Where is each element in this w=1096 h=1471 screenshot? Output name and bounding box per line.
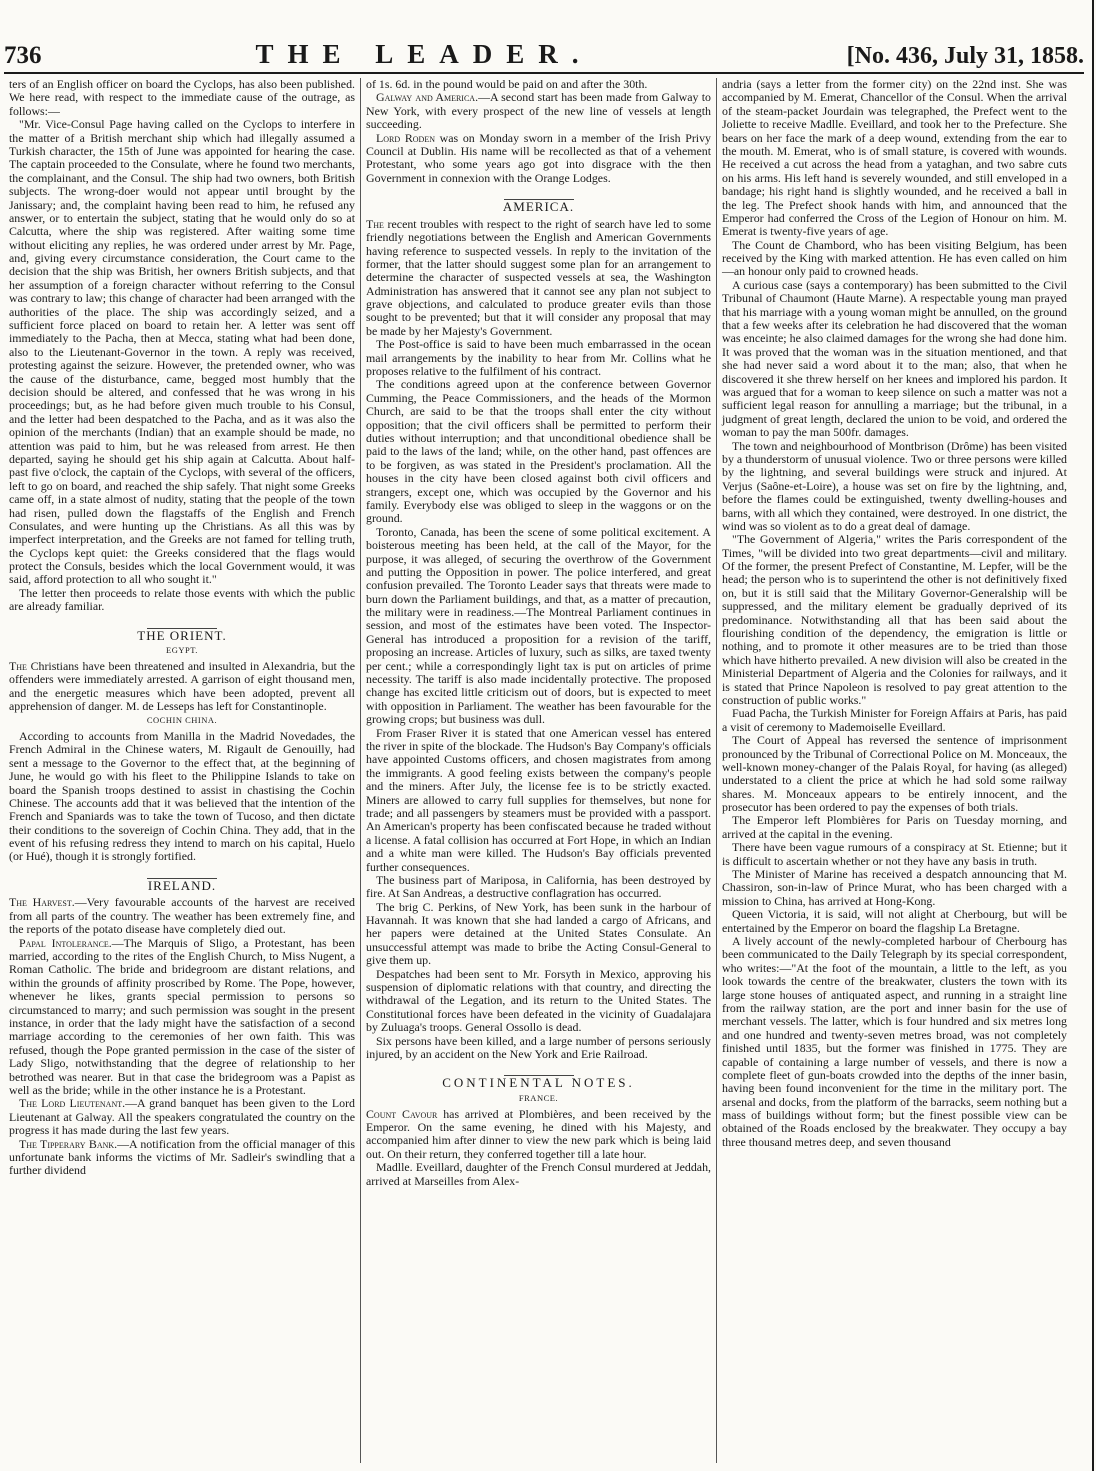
page-edge-rule — [1092, 0, 1094, 1471]
tipperary-body: —A notification from the official manager of this unfortunate bank informs the victims of Mr. Sadleir's swindling that a further dividend — [9, 1136, 355, 1178]
cavour-article — [366, 1108, 711, 1162]
galway-article — [366, 91, 711, 131]
cochin-subheading: COCHIN CHINA. — [146, 715, 218, 726]
harvest-article — [9, 896, 355, 936]
emperor-article: The Emperor left Plombières for Paris on Tuesday morning, and arrived at the capital in the evening. — [722, 813, 1067, 841]
america-article-7: The brig C. Perkins, of New York, has been sunk in the harbour of Havannah. It was known that she had landed a cargo of Africans, and her papers were detained at the United States Consulate. An unsuccessful attempt was made to bribe the Acting Consul-General to give them up. — [366, 899, 711, 968]
cavour-body: has arrived at Plombières, and been received by the Emperor. On the same evening, he dined with his Majesty, and accompanied him after dinner to view the new park which is being laid out. On their return, they conferred together till a late hour. — [366, 1106, 711, 1161]
america-article-2: The Post-office is said to have been much embarrassed in the ocean mail arrangements by the inability to hear from Mr. Collins what he proposes relative to the fulfilment of his contract. — [366, 337, 711, 379]
cavour-lead: Count Cavour — [366, 1106, 438, 1121]
cyclops-closing: The letter then proceeds to relate those events with which the public are already familiar. — [9, 585, 355, 614]
egypt-subheading: EGYPT. — [166, 645, 198, 656]
algeria-article: "The Government of Algeria," writes the Paris correspondent of the Times, "will be divided into two great departments—civil and military. Of the former, the present Prefect of Constantine, M. Lepfer, will be the head; the person who is to superintend the other is not definitively fixed on, but it is still said that the Military Governor-Generalship will be suppressed, and the military element be gradually deprived of its predominance. Notwithstanding all that has been said about the flourishing condition of the dependency, the emigration is little or nothing, and to promote it other measures are to be tried than those which have hitherto prevailed. A new division will also be created in the Ministerial Department of Algeria and the Colonies for railways, and it is stated that Prince Napoleon is resolved to pay great attention to the construction of public works." — [722, 532, 1067, 707]
america-article-4: Toronto, Canada, has been the scene of some political excitement. A boisterous meeting has been held, at the call of the Mayor, for the purpose, it was alleged, of securing the overthrow of the Government and putting the Opposition in power. The police interfered, and great confusion prevailed. The Toronto Leader says that threats were made to burn down the Parliament buildings, and that, as a matter of precaution, the military were in readiness.—The Montreal Parliament continues in session, and most of the estimates have been voted. The Inspector-General has introduced a proposition for a revision of the tariff, proposing an increase. Articles of luxury, such as silks, are taxed twenty per cent.; while a correspondingly light tax is put on articles of prime necessity. The tariff is also made incidentally protective. The proposed change has excited little criticism out of doors, but is expected to meet with opposition in Parliament. The weather has been favourable for the growing crops; but business was dull. — [366, 524, 711, 727]
lord-lieutenant-lead: The Lord Lieutenant. — [19, 1096, 126, 1111]
america-lead: The — [366, 216, 384, 231]
orient-heading — [9, 628, 355, 644]
page-number: 736 — [4, 42, 42, 69]
chambord-article: The Count de Chambord, who has been visiting Belgium, has been received by the King with marked attention. He has even called on him—an honour only paid to crowned heads. — [722, 237, 1067, 279]
montbrison-article: The town and neighbourhood of Montbrison (Drôme) has been visited by a thunderstorm of unusual violence. Two or three persons were killed by the lightning, and several buildings were struck and injured. At Verjus (Saône-et-Loire), a house was set on fire by the lightning, and, before the flames could be extinguished, twenty dwelling-houses and barns, with all which they contained, were destroyed. In one district, the wind was so violent as to do a great deal of damage. — [722, 438, 1067, 533]
tipperary-continued: of 1s. 6d. in the pound would be paid on and after the 30th. — [366, 78, 648, 91]
america-article-6: The business part of Mariposa, in California, has been destroyed by fire. At San Andreas, a destructive conflagration has occurred. — [366, 872, 711, 901]
queen-victoria-article: Queen Victoria, it is said, will not alight at Cherbourg, but will be entertained by the Emperor on board the flagship La Bretagne. — [722, 907, 1067, 935]
fuad-pacha-article: Fuad Pacha, the Turkish Minister for Foreign Affairs at Paris, has paid a visit of ceremony to Mademoiselle Eveillard. — [722, 706, 1067, 734]
ireland-heading-text: IRELAND. — [147, 877, 217, 893]
america-article-3: The conditions agreed upon at the conference between Governor Cumming, the Peace Commissioners, and the heads of the Mormon Church, are said to be that the troops shall enter the city without opposition; that the civil officers shall be permitted to perform their duties without interruption; and that unconditional obedience shall be paid to the laws of the land; while, on the other hand, past offences are to be forgiven, as was stated in the President's proclamation. All the houses in the city have been closed against both civil officers and strangers, except one, which was occupied by the Governor and his family. Everybody else was obliged to sleep in the waggons or on the ground. — [366, 377, 711, 526]
marine-article: The Minister of Marine has received a despatch announcing that M. Chassiron, son-in-law of Prince Murat, who has been charged with a mission to China, has arrived at Hong-Kong. — [722, 867, 1067, 908]
galway-body: —A second start has been made from Galway to New York, with every prospect of the new line of vessels at length succeeding. — [366, 90, 712, 132]
papal-lead: Papal Intolerance. — [19, 935, 112, 950]
america-heading — [366, 199, 711, 215]
chaumont-article: A curious case (says a contemporary) has been submitted to the Civil Tribunal of Chaumont (Haute Marne). A respectable young man prayed that his marriage with a young woman might be annulled, on the ground that a few weeks after its celebration he had discovered that the woman was enceinte; he also claimed damages for the wrong she had done him. It was proved that the woman was in the situation mentioned, and that she had never said a word about it to the man; also, that when he discovered it she threw herself on her knees and implored his pardon. It was argued that for a woman to keep silence on such a matter was not a sufficient legal reason for annulling a marriage; but the tribunal, in a judgment of great length, declared the union to be void, and ordered the woman to pay the man 500fr. damages. — [722, 277, 1067, 440]
cochin-article: According to accounts from Manilla in the Madrid Novedades, the French Admiral in the Chinese waters, M. Rigault de Genouilly, had sent a message to the Governor to the effect that, at the beginning of June, he would go with his fleet to the Philippine Islands to take on board the Spanish troops destined to assist in chastising the Cochin Chinese. The accounts add that it was believed that the intention of the French and Spaniards was to take the town of Tucoso, and then dictate their conditions to the sovereign of Cochin China. They add, that in the event of his refusing redress they intend to march on his capital, Huelo (or Hué), though it is strongly fortified. — [9, 728, 355, 864]
column-3 — [716, 78, 1072, 1463]
cherbourg-article: A lively account of the newly-completed harbour of Cherbourg has been communicated to the Daily Telegraph by its special correspondent, who writes:—"At the foot of the mountain, a little to the left, as you look towards the centre of the breakwater, clusters the town with its large stone houses of antiquated aspect, and running in a straight line from the railway station, are the port and inner basin for the use of merchant vessels. The latter, which is four hundred and six metres long and one hundred and twenty-seven metres broad, was not completely finished until 1835, but the former was finished in 1775. They are capable of containing a large number of vessels, and there is now a complete fleet of gun-boats crowded into the depths of the inner basin, having been found inconvenient for the time in the military port. The arsenal and docks, from the platform of the barracks, seem nothing but a mass of buildings without form; but the finest possible view can be obtained of the Roads enclosed by the breakwater. They occupy a bay three thousand metres deep, and seven thousand — [722, 934, 1067, 1149]
continental-heading — [366, 1075, 711, 1091]
column-2 — [360, 78, 716, 1463]
america-article-1 — [366, 218, 711, 339]
roden-article — [366, 132, 711, 186]
orient-heading-text: THE ORIENT. — [137, 627, 227, 643]
masthead — [4, 34, 1084, 74]
lord-lieutenant-body: —A grand banquet has been given to the Lord Lieutenant at Galway. All the speakers congratulated the country on the progress it has made during the last few years. — [9, 1096, 355, 1138]
tipperary-lead: The Tipperary Bank. — [19, 1136, 118, 1151]
column-1 — [4, 78, 360, 1463]
eveillard-continued: andria (says a letter from the former city) on the 22nd inst. She was accompanied by M. Emerat, Chancellor of the Consul. When the arrival of the steam-packet Jourdain was telegraphed, the Prefect went to the Joliette to receive Madlle. Eveillard, and took her to the Prefecture. She bears on her face the mark of a deep wound, extending from the ear to the mouth. M. Emerat, who is of small stature, is covered with wounds. He received a cut across the head from a yataghan, and two sabre cuts on his arms. His left hand is severely wounded, and still enveloped in a bandage; his right hand is slightly wounded, and he received a ball in the leg. The Prefect shook hands with him, and announced that the Emperor had conferred the Cross of the Legion of Honour on him. M. Emerat is twenty-five years of age. — [722, 78, 1067, 239]
roden-body: was on Monday sworn in a member of the Irish Privy Council at Dublin. His name will be recollected as that of a vehement Protestant, who some years ago got into disgrace with the then Government in connexion with the Orange Lodges. — [366, 130, 711, 185]
america-article-9: Six persons have been killed, and a large number of persons seriously injured, by an accident on the New York and Erie Railroad. — [366, 1033, 711, 1061]
galway-lead: Galway and America. — [376, 90, 479, 105]
america-body-1: recent troubles with respect to the right of search have led to some friendly negotiations between the English and American Governments having reference to suspected vessels. In reply to the invitation of the former, that the latter should suggest some plan for an arrangement to determine the character of suspected vessels at sea, the Washington Administration has answered that it cannot see any plan not subject to grave objections, and calculated to produce greater evils than those sought to be prevented; but that it will consider any proposal that may be made by her Majesty's Government. — [366, 216, 711, 338]
egypt-body: Christians have been threatened and insulted in Alexandria, but the offenders were immediately arrested. A garrison of eight thousand men, and the energetic measures which have been adopted, prevent all apprehension of danger. M. de Lesseps has left for Constantinople. — [9, 658, 355, 713]
egypt-lead: The — [9, 658, 27, 673]
st-etienne-article: There have been vague rumours of a conspiracy at St. Etienne; but it is difficult to ascertain whether or not they have any basis in truth. — [722, 840, 1067, 868]
cyclops-letter: "Mr. Vice-Consul Page having called on the Cyclops to interfere in the matter of a British merchant ship which had illegally assumed a Turkish character, the 15th of June was appointed for hearing the case. The captain proceeded to the Consulate, where he found two merchants, the complainant, and the Consul. The ship had two owners, both British subjects. The wrong-doer would not appear until brought by the Janissary; and, the complaint having been read to him, he refused any answer, or to entertain the subject, stating that he would only do so at Calcutta, where the ship was registered. After waiting some time without eliciting any replies, he was ordered under arrest by Mr. Page, and, giving every circumstance consideration, the Court came to the decision that the ship was British, her owners British subjects, and that her assumption of a foreign character without referring to the Consul was contrary to law; this change of character had been arranged with the authorities of the place. The ship was accordingly seized, and a sufficient force placed on board to retain her. A letter was sent off immediately to the Pacha, then at Mecca, stating what had been done, also to the Lieutenant-Governor in the town. A reply was received, protesting against the seizure. However, the pretended owner, who was the cause of the disturbance, came, begged most humbly that the decision should be altered, and confessed that he was wrong in his proceedings; but, as he had before given much trouble to his Consul, and the letter had been despatched to the Pacha, and as it was also the opinion of the merchants (Indian) that an example should be made, no attention was paid to him, but he was released from arrest. He then departed, saying he should get his ship again at Calcutta. About half-past five o'clock, the captain of the Cyclops, with several of the officers, left to go on board, and reached the ship safely. That night some Greeks came off, in a state almost of nudity, stating that the people of the town had risen, pulled down the flagstaffs of the English and French Consulates, and were hunting up the Christians. As all this was by imperfect interpretation, and the Greeks are not famed for telling truth, the Cyclops kept quiet: the Greeks considered that the flags would protect the Consuls, besides which the local Government would, it was said, afford protection to all who sought it." — [9, 117, 355, 587]
harvest-body: —Very favourable accounts of the harvest are received from all parts of the country. The weather has been extremely fine, and the reports of the potato disease have completely died out. — [9, 895, 356, 937]
egypt-article — [9, 660, 355, 714]
article-columns — [4, 78, 1086, 1463]
harvest-lead: The Harvest. — [9, 895, 75, 910]
america-heading-text: AMERICA. — [502, 199, 575, 215]
papal-article — [9, 937, 355, 1098]
court-appeal-article: The Court of Appeal has reversed the sentence of imprisonment pronounced by the Tribunal of Correctional Police on M. Monceaux, the well-known money-changer of the Palais Royal, for having (as alleged) understated to a client the price at which he had sold some railway shares. M. Monceaux appears to be entirely innocent, and the prosecutor has been ordered to pay the expenses of both trials. — [722, 733, 1067, 815]
papal-body: —The Marquis of Sligo, a Protestant, has been married, according to the rites of the English Church, to Miss Nugent, a Roman Catholic. The bride and bridegroom are distant relations, and within the grounds of affinity proscribed by Rome. The Pope, however, whenever he likes, grants special permission to persons so circumstanced to marry; and such permission was sought in the present instance, in order that the lady might have the satisfaction of a second marriage according to the ceremonies of her own faith. This was refused, though the Pope granted permission in the case of the sister of Lady Sligo, notwithstanding that the degree of relationship to her betrothed was nearer. But in that case the bridegroom was a Papist as well as the bride; while in the other instance he is a Protestant. — [9, 935, 355, 1097]
continental-heading-text: CONTINENTAL NOTES. — [442, 1075, 635, 1091]
france-subheading: FRANCE. — [518, 1092, 559, 1103]
issue-line: [No. 436, July 31, 1858. — [846, 43, 1084, 69]
eveillard-article: Madlle. Eveillard, daughter of the French Consul murdered at Jeddah, arrived at Marseilles from Alex- — [366, 1160, 711, 1188]
cyclops-intro: ters of an English officer on board the Cyclops, has also been published. We here read, with respect to the immediate cause of the outrage, as follows:— — [9, 78, 355, 118]
america-article-8: Despatches had been sent to Mr. Forsyth in Mexico, approving his suspension of diplomatic relations with that country, and directing the withdrawal of the Legation, and its return to the United States. The Constitutional forces have been defeated in the vicinity of Guadalajara by Zuluaga's troops. General Ossollo is dead. — [366, 966, 711, 1035]
roden-lead: Lord Roden — [376, 130, 435, 145]
america-article-5: From Fraser River it is stated that one American vessel has entered the river in spite of the blockade. The Hudson's Bay Company's officials have appointed Customs officers, and chosen magistrates from among the immigrants. A good feeling exists between the company's people and the miners. After July, the license fee is to be strictly exacted. Miners are allowed to carry full supplies for themselves, but none for trade; and all passengers by steamers must be provided with a passport. An American's property has been confiscated because he traded without a license. A fatal collision has occurred at Fort Hope, in which an Indian and a white man were killed. The Hudson's Bay officials prevented further consequences. — [366, 725, 711, 874]
newspaper-title: THE LEADER. — [255, 39, 593, 69]
lord-lieutenant-article — [9, 1097, 355, 1137]
tipperary-article — [9, 1138, 355, 1178]
ireland-heading — [9, 878, 355, 894]
